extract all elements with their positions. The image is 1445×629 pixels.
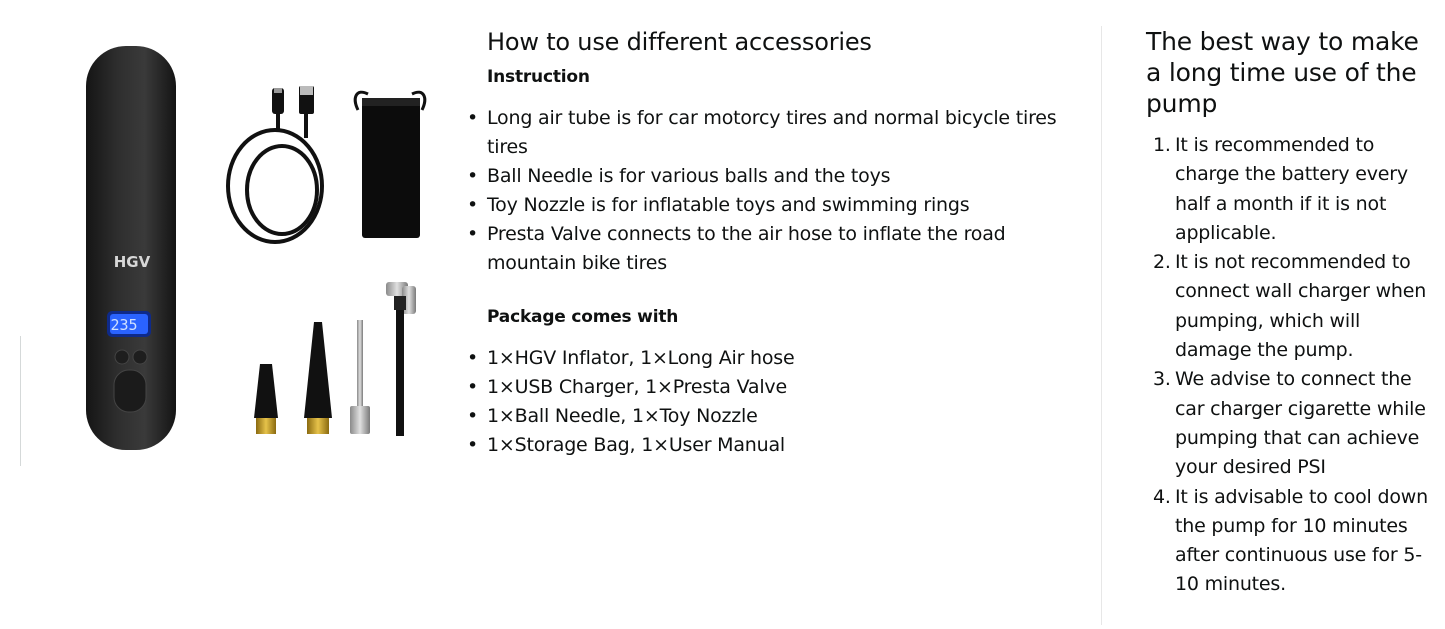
column-divider	[1101, 26, 1102, 625]
list-text: It is advisable to cool down the pump for 10 minutes after continuous use for 5-10 minutes.	[1175, 485, 1428, 596]
list-text: It is recommended to charge the battery every half a month if it is not applicable.	[1175, 134, 1408, 244]
instruction-heading: Instruction	[487, 67, 590, 87]
product-image	[20, 26, 446, 466]
list-item	[1146, 131, 1436, 248]
list-item	[1146, 365, 1436, 482]
list-item: • Toy Nozzle is for inflatable toys and swimming rings	[487, 191, 1077, 220]
list-item: • Ball Needle is for various balls and the toys	[487, 162, 1077, 191]
accessories-section	[487, 26, 1077, 460]
air-hose	[386, 282, 416, 436]
pump-brand-label: HGV	[113, 253, 151, 271]
list-number: 4.	[1153, 485, 1171, 508]
package-heading: Package comes with	[487, 307, 679, 327]
list-number: 1.	[1153, 134, 1171, 156]
tips-title: The best way to make a long time use of the pump	[1146, 27, 1419, 118]
toy-nozzle-long	[304, 322, 332, 434]
list-item: • 1×Ball Needle, 1×Toy Nozzle	[487, 402, 1077, 431]
instruction-list	[487, 104, 1077, 278]
tips-section	[1146, 26, 1436, 600]
list-number: 2.	[1153, 251, 1171, 274]
list-item: • Long air tube is for car motorcy tires and normal bicycle tires tires	[487, 104, 1077, 162]
list-item: • Presta Valve connects to the air hose to inflate the road mountain bike tires	[487, 220, 1077, 278]
accessories-title: How to use different accessories	[487, 28, 872, 56]
list-text: We advise to connect the car charger cigarette while pumping that can achieve your desired PSI	[1175, 368, 1426, 479]
toy-nozzle-short	[254, 364, 278, 434]
storage-bag	[355, 92, 425, 238]
pump-body	[86, 46, 176, 450]
usb-cable	[228, 112, 322, 242]
ball-needle	[350, 320, 370, 434]
list-item	[1146, 248, 1436, 365]
list-item	[1146, 483, 1436, 600]
tips-list	[1146, 131, 1436, 600]
list-item: • 1×USB Charger, 1×Presta Valve	[487, 373, 1077, 402]
list-item: • 1×HGV Inflator, 1×Long Air hose	[487, 344, 1077, 373]
pump-display-value: 235	[110, 316, 138, 334]
list-text: It is not recommended to connect wall charger when pumping, which will damage the pump.	[1175, 251, 1427, 362]
package-list	[487, 344, 1077, 460]
list-item: • 1×Storage Bag, 1×User Manual	[487, 431, 1077, 460]
list-number: 3.	[1153, 368, 1171, 391]
